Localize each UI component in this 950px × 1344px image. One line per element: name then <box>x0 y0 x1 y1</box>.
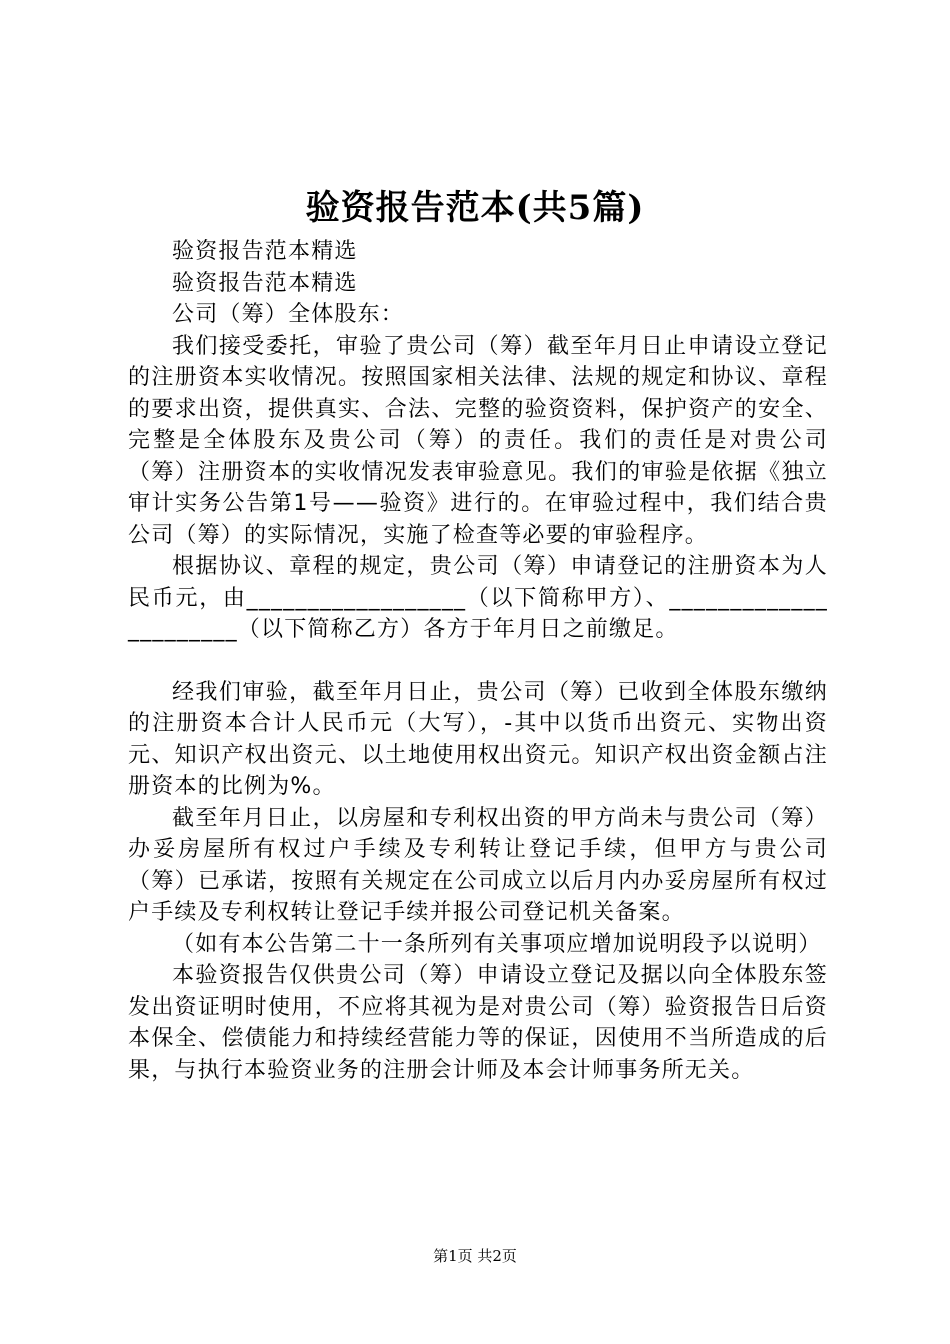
paragraph-property-transfer: 截至年月日止，以房屋和专利权出资的甲方尚未与贵公司（筹）办妥房屋所有权过户手续及专利转让登记手续，但甲方与贵公司（筹）已承诺，按照有关规定在公司成立以后月内办妥房屋所有权过户手续及专利权转让登记手续并报公司登记机关备案。 <box>128 805 828 925</box>
salutation: 公司（筹）全体股东： <box>172 302 405 327</box>
page-number-footer: 第1页 共2页 <box>433 1247 517 1265</box>
paragraph-commission: 我们接受委托，审验了贵公司（筹）截至年月日止申请设立登记的注册资本实收情况。按照国家相关法律、法规的规定和协议、章程的要求出资，提供真实、合法、完整的验资资料，保护资产的安全、完整是全体股东及贵公司（筹）的责任。我们的责任是对贵公司（筹）注册资本的实收情况发表审验意见。我们的审验是依据《独立审计实务公告第1号——验资》进行的。在审验过程中，我们结合贵公司（筹）的实际情况，实施了检查等必要的审验程序。 <box>128 333 828 548</box>
document-body <box>128 236 828 1086</box>
paragraph-capital-registration: 根据协议、章程的规定，贵公司（筹）申请登记的注册资本为人民币元，由__________________（以下简称甲方）、______________________（以下简称乙方）各方于年月日之前缴足。 <box>128 554 828 642</box>
subtitle-line-2: 验资报告范本精选 <box>172 270 358 296</box>
subtitle-line-1: 验资报告范本精选 <box>172 239 358 264</box>
paragraph-usage-disclaimer: 本验资报告仅供贵公司（筹）申请设立登记及据以向全体股东签发出资证明时使用，不应将其视为是对贵公司（筹）验资报告日后资本保全、偿债能力和持续经营能力等的保证，因使用不当所造成的后果，与执行本验资业务的注册会计师及本会计师事务所无关。 <box>128 963 828 1083</box>
paragraph-note: （如有本公告第二十一条所列有关事项应增加说明段予以说明） <box>172 931 822 957</box>
paragraph-spacer <box>128 646 828 677</box>
paragraph-audit-result: 经我们审验，截至年月日止，贵公司（筹）已收到全体股东缴纳的注册资本合计人民币元（大写），-其中以货币出资元、实物出资元、知识产权出资元、以土地使用权出资元。知识产权出资金额占注册资本的比例为%。 <box>128 679 828 799</box>
document-title: 验资报告范本(共5篇) <box>305 188 645 228</box>
